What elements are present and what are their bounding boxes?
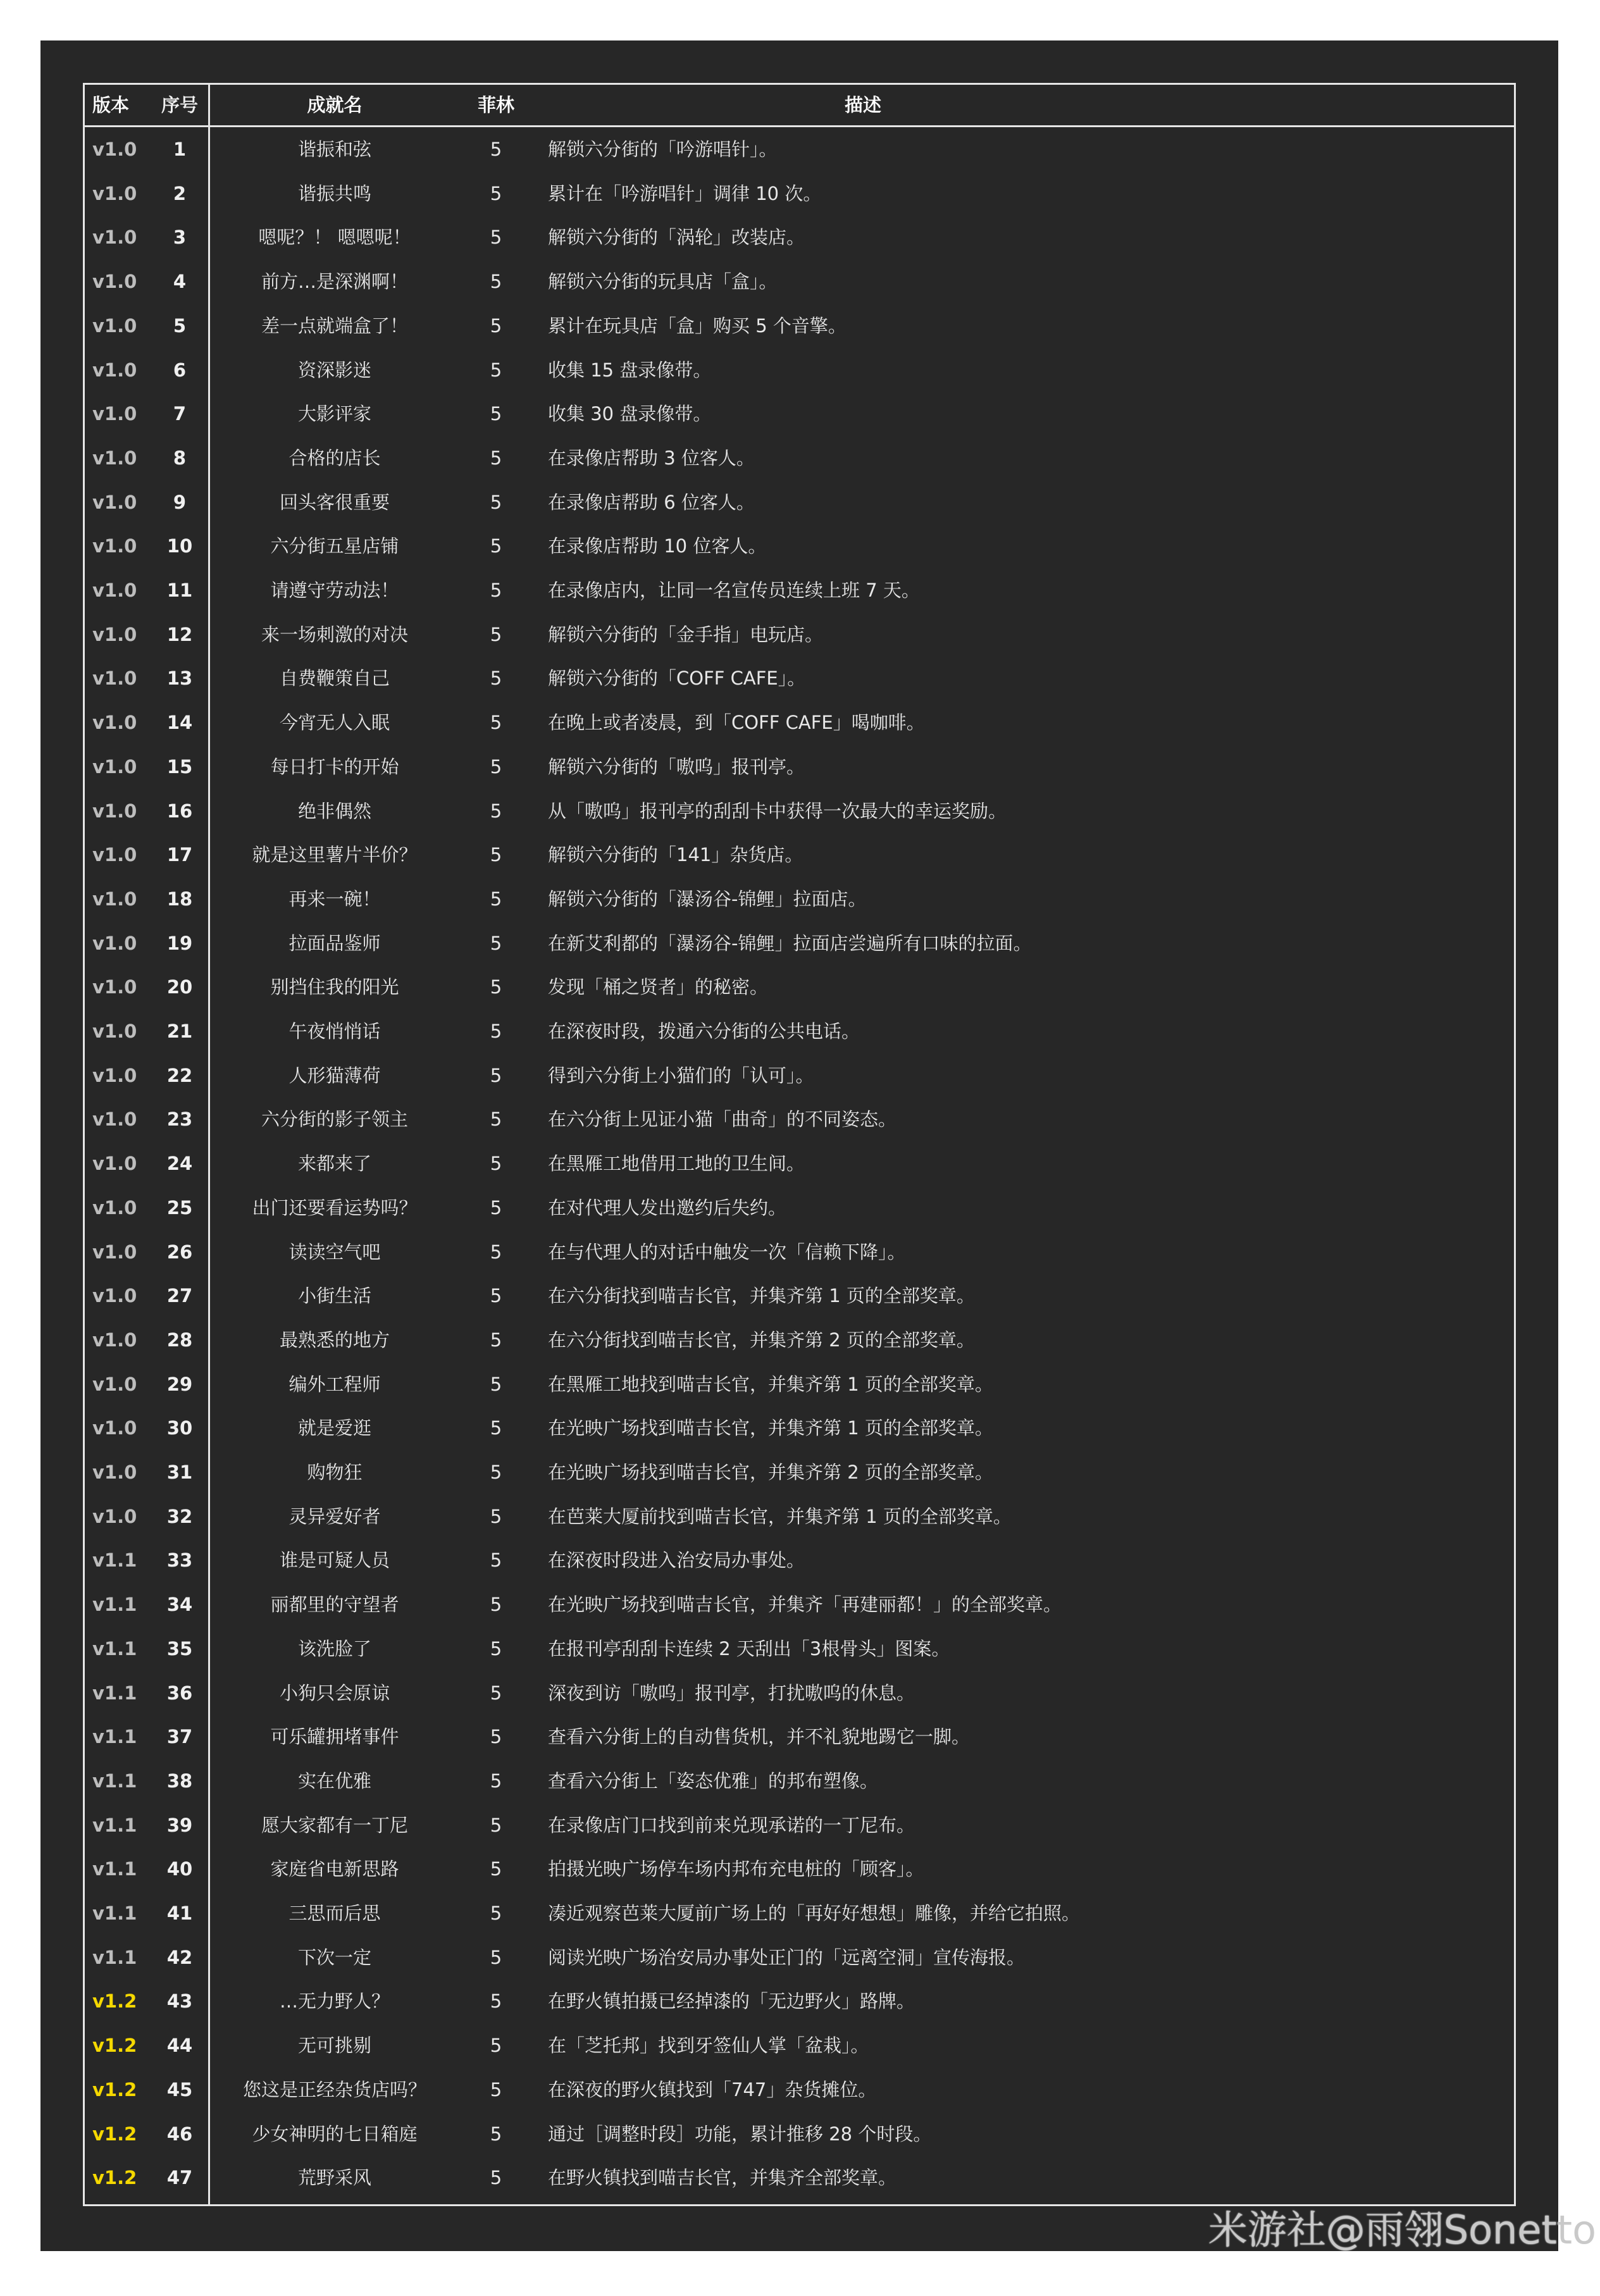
cell-version: v1.0 — [92, 491, 137, 513]
cell-version: v1.1 — [92, 1770, 137, 1792]
cell-version: v1.0 — [92, 800, 137, 822]
cell-description: 得到六分街上小猫们的「认可」。 — [548, 1064, 814, 1086]
cell-number: 19 — [166, 932, 193, 954]
cell-version: v1.0 — [92, 1108, 137, 1131]
cell-name: 午夜悄悄话 — [288, 1021, 381, 1042]
cell-number: 44 — [166, 2035, 193, 2057]
cell-number: 2 — [173, 182, 187, 204]
cell-film: 5 — [490, 1902, 502, 1924]
cell-film: 5 — [490, 580, 502, 601]
cell-version: v1.0 — [92, 1153, 137, 1175]
cell-version: v1.1 — [92, 1902, 137, 1924]
table-row — [85, 1759, 1514, 1803]
cell-version: v1.1 — [92, 1682, 137, 1704]
cell-number: 35 — [166, 1637, 193, 1660]
cell-version: v1.0 — [92, 1329, 137, 1351]
cell-description: 在录像店内，让同一名宣传员连续上班 7 天。 — [548, 580, 920, 601]
cell-version: v1.2 — [92, 2035, 137, 2057]
cell-description: 解锁六分街的「吟游唱针」。 — [548, 139, 778, 160]
cell-film: 5 — [490, 1858, 502, 1880]
cell-version: v1.1 — [92, 1726, 137, 1748]
cell-number: 22 — [166, 1064, 193, 1086]
cell-number: 33 — [166, 1549, 193, 1572]
table-row — [85, 1671, 1514, 1715]
cell-description: 在深夜的野火镇找到「747」杂货摊位。 — [548, 2078, 877, 2101]
cell-name: 编外工程师 — [288, 1373, 381, 1395]
cell-version: v1.0 — [92, 1373, 137, 1395]
cell-name: 合格的店长 — [288, 447, 381, 469]
cell-film: 5 — [490, 314, 502, 337]
cell-film: 5 — [490, 2035, 502, 2057]
cell-number: 16 — [166, 800, 193, 822]
table-row — [85, 215, 1514, 259]
cell-number: 11 — [166, 580, 193, 601]
header-version: 版本 — [92, 94, 130, 116]
cell-number: 15 — [166, 755, 193, 778]
cell-description: 在报刊亭刮刮卡连续 2 天刮出「3根骨头」图案。 — [548, 1637, 950, 1660]
cell-number: 26 — [166, 1241, 193, 1263]
cell-description: 在光映广场找到喵吉长官，并集齐第 2 页的全部奖章。 — [548, 1461, 993, 1483]
cell-version: v1.1 — [92, 1858, 137, 1880]
cell-film: 5 — [490, 1373, 502, 1395]
cell-version: v1.1 — [92, 1814, 137, 1836]
table-row — [85, 1274, 1514, 1318]
cell-name: 三思而后思 — [288, 1902, 381, 1924]
cell-name: 荒野采风 — [297, 2167, 371, 2189]
cell-version: v1.0 — [92, 359, 137, 381]
cell-version: v1.0 — [92, 1064, 137, 1086]
cell-description: 在录像店帮助 6 位客人。 — [548, 491, 755, 513]
cell-description: 在六分街找到喵吉长官，并集齐第 2 页的全部奖章。 — [548, 1329, 975, 1351]
cell-description: 阅读光映广场治安局办事处正门的「远离空洞」宣传海报。 — [548, 1946, 1026, 1968]
cell-film: 5 — [490, 1990, 502, 2013]
cell-number: 6 — [173, 359, 187, 381]
table-row — [85, 392, 1514, 436]
cell-version: v1.2 — [92, 2078, 137, 2101]
cell-version: v1.0 — [92, 712, 137, 734]
cell-number: 23 — [166, 1108, 193, 1131]
cell-film: 5 — [490, 844, 502, 866]
cell-film: 5 — [490, 2167, 502, 2189]
cell-description: 查看六分街上「姿态优雅」的邦布塑像。 — [548, 1770, 879, 1792]
cell-version: v1.0 — [92, 667, 137, 690]
table-row — [85, 1538, 1514, 1582]
cell-film: 5 — [490, 1726, 502, 1748]
cell-film: 5 — [490, 1064, 502, 1086]
cell-name: 该洗脸了 — [297, 1637, 371, 1660]
table-row — [85, 171, 1514, 216]
cell-description: 在「芝托邦」找到牙签仙人掌「盆栽」。 — [548, 2035, 869, 2057]
cell-name: 再来一碗！ — [288, 888, 381, 910]
cell-description: 解锁六分街的「141」杂货店。 — [548, 844, 803, 866]
cell-description: 在对代理人发出邀约后失约。 — [548, 1196, 787, 1219]
cell-number: 47 — [166, 2167, 193, 2189]
table-row — [85, 1230, 1514, 1274]
cell-description: 在新艾利都的「瀑汤谷-锦鲤」拉面店尝遍所有口味的拉面。 — [548, 932, 1032, 954]
cell-version: v1.0 — [92, 271, 137, 293]
cell-film: 5 — [490, 2123, 502, 2145]
cell-number: 14 — [166, 712, 193, 734]
cell-name: 谐振共鸣 — [297, 182, 371, 204]
cell-number: 42 — [166, 1946, 193, 1968]
cell-film: 5 — [490, 139, 502, 160]
table-row — [85, 480, 1514, 524]
cell-number: 5 — [173, 314, 187, 337]
cell-name: 别挡住我的阳光 — [270, 976, 399, 998]
table-row — [85, 1406, 1514, 1450]
table-row — [85, 1935, 1514, 1980]
cell-description: 在光映广场找到喵吉长官，并集齐第 1 页的全部奖章。 — [548, 1417, 993, 1439]
cell-name: 谐振和弦 — [297, 139, 371, 160]
cell-film: 5 — [490, 359, 502, 381]
cell-film: 5 — [490, 1461, 502, 1483]
cell-description: 解锁六分街的「COFF CAFE」。 — [548, 667, 806, 690]
cell-film: 5 — [490, 447, 502, 469]
cell-name: 小狗只会原谅 — [279, 1682, 390, 1704]
cell-name: 来一场刺激的对决 — [261, 623, 408, 645]
cell-name: 前方…是深渊啊！ — [261, 271, 408, 293]
cell-description: 累计在玩具店「盒」购买 5 个音擎。 — [548, 314, 847, 337]
cell-name: 请遵守劳动法！ — [270, 580, 399, 601]
cell-description: 在野火镇找到喵吉长官，并集齐全部奖章。 — [548, 2167, 897, 2189]
table-row — [85, 965, 1514, 1009]
cell-film: 5 — [490, 1814, 502, 1836]
cell-name: 嗯呢？！ 嗯嗯呢！ — [258, 226, 411, 249]
cell-description: 从「嗷呜」报刊亭的刮刮卡中获得一次最大的幸运奖励。 — [548, 800, 1007, 822]
cell-name: 最熟悉的地方 — [279, 1329, 390, 1351]
table-row — [85, 127, 1514, 171]
cell-description: 解锁六分街的「涡轮」改装店。 — [548, 226, 805, 249]
cell-film: 5 — [490, 1682, 502, 1704]
table-row — [85, 568, 1514, 612]
cell-version: v1.2 — [92, 2123, 137, 2145]
cell-film: 5 — [490, 800, 502, 822]
cell-film: 5 — [490, 403, 502, 425]
table-row — [85, 877, 1514, 921]
cell-number: 24 — [166, 1153, 193, 1175]
cell-number: 7 — [173, 403, 187, 425]
cell-film: 5 — [490, 712, 502, 734]
cell-version: v1.1 — [92, 1549, 137, 1572]
cell-name: 可乐罐拥堵事件 — [270, 1726, 399, 1748]
cell-number: 34 — [166, 1594, 193, 1616]
cell-number: 8 — [173, 447, 187, 469]
cell-number: 3 — [173, 226, 187, 249]
cell-number: 32 — [166, 1505, 193, 1527]
cell-version: v1.0 — [92, 580, 137, 601]
cell-number: 20 — [166, 976, 193, 998]
cell-number: 13 — [166, 667, 193, 690]
table-row — [85, 1891, 1514, 1935]
table-row — [85, 304, 1514, 348]
table-row — [85, 1009, 1514, 1053]
cell-film: 5 — [490, 1417, 502, 1439]
table-row — [85, 789, 1514, 833]
header-name: 成就名 — [307, 94, 363, 116]
cell-name: 下次一定 — [297, 1946, 371, 1968]
cell-name: 无可挑剔 — [297, 2035, 371, 2057]
header-description: 描述 — [844, 94, 881, 116]
cell-film: 5 — [490, 623, 502, 645]
table-row — [85, 2112, 1514, 2156]
cell-name: 少女神明的七日箱庭 — [252, 2123, 418, 2145]
cell-film: 5 — [490, 667, 502, 690]
cell-name: 六分街五星店铺 — [270, 535, 399, 557]
table-row — [85, 259, 1514, 304]
cell-number: 9 — [173, 491, 187, 513]
cell-description: 凑近观察芭莱大厦前广场上的「再好好想想」雕像，并给它拍照。 — [548, 1902, 1081, 1924]
cell-name: …无力野人？ — [279, 1990, 390, 2013]
cell-number: 21 — [166, 1021, 193, 1042]
cell-description: 在六分街上见证小猫「曲奇」的不同姿态。 — [548, 1108, 897, 1131]
cell-name: 每日打卡的开始 — [270, 755, 399, 778]
cell-film: 5 — [490, 535, 502, 557]
table-row — [85, 524, 1514, 568]
table-row — [85, 1450, 1514, 1494]
cell-name: 出门还要看运势吗？ — [252, 1196, 418, 1219]
table-row — [85, 745, 1514, 789]
cell-film: 5 — [490, 1594, 502, 1616]
cell-number: 28 — [166, 1329, 193, 1351]
cell-number: 25 — [166, 1196, 193, 1219]
cell-film: 5 — [490, 1637, 502, 1660]
cell-description: 收集 30 盘录像带。 — [548, 403, 712, 425]
cell-version: v1.0 — [92, 1505, 137, 1527]
table-row — [85, 1979, 1514, 2023]
cell-name: 今宵无人入眠 — [279, 712, 390, 734]
cell-name: 就是这里薯片半价？ — [252, 844, 418, 866]
cell-version: v1.2 — [92, 2167, 137, 2189]
cell-film: 5 — [490, 491, 502, 513]
cell-version: v1.0 — [92, 535, 137, 557]
cell-film: 5 — [490, 1196, 502, 1219]
cell-description: 在与代理人的对话中触发一次「信赖下降」。 — [548, 1241, 906, 1263]
cell-name: 差一点就端盒了！ — [261, 314, 408, 337]
cell-description: 深夜到访「嗷呜」报刊亭，打扰嗷呜的休息。 — [548, 1682, 915, 1704]
cell-description: 在晚上或者凌晨，到「COFF CAFE」喝咖啡。 — [548, 712, 925, 734]
table-row — [85, 1186, 1514, 1230]
table-row — [85, 1715, 1514, 1759]
cell-version: v1.0 — [92, 888, 137, 910]
cell-version: v1.0 — [92, 139, 137, 160]
achievement-panel — [40, 40, 1558, 2251]
cell-film: 5 — [490, 226, 502, 249]
table-row — [85, 612, 1514, 657]
cell-version: v1.0 — [92, 1417, 137, 1439]
table-row — [85, 700, 1514, 745]
cell-version: v1.0 — [92, 976, 137, 998]
watermark: 米游社@雨翎Sonetto — [1208, 2207, 1596, 2253]
cell-name: 绝非偶然 — [297, 800, 371, 822]
cell-number: 39 — [166, 1814, 193, 1836]
cell-name: 读读空气吧 — [288, 1241, 381, 1263]
cell-version: v1.0 — [92, 1461, 137, 1483]
cell-number: 38 — [166, 1770, 193, 1792]
cell-description: 在录像店帮助 10 位客人。 — [548, 535, 767, 557]
cell-name: 您这是正经杂货店吗？ — [242, 2078, 426, 2101]
table-row — [85, 1097, 1514, 1141]
table-row — [85, 348, 1514, 392]
cell-name: 谁是可疑人员 — [279, 1549, 390, 1572]
cell-name: 就是爱逛 — [297, 1417, 371, 1439]
cell-film: 5 — [490, 888, 502, 910]
cell-film: 5 — [490, 1946, 502, 1968]
cell-name: 大影评家 — [297, 403, 371, 425]
cell-name: 小街生活 — [297, 1285, 371, 1307]
cell-film: 5 — [490, 976, 502, 998]
table-row — [85, 1318, 1514, 1362]
table-row — [85, 1053, 1514, 1098]
cell-version: v1.1 — [92, 1946, 137, 1968]
cell-description: 查看六分街上的自动售货机，并不礼貌地踢它一脚。 — [548, 1726, 971, 1748]
cell-description: 在深夜时段，拨通六分街的公共电话。 — [548, 1021, 860, 1042]
cell-number: 31 — [166, 1461, 193, 1483]
cell-description: 发现「桶之贤者」的秘密。 — [548, 976, 769, 998]
cell-version: v1.0 — [92, 1241, 137, 1263]
cell-film: 5 — [490, 1108, 502, 1131]
cell-description: 在录像店门口找到前来兑现承诺的一丁尼布。 — [548, 1814, 915, 1836]
cell-version: v1.0 — [92, 1196, 137, 1219]
cell-version: v1.0 — [92, 623, 137, 645]
table-row — [85, 1141, 1514, 1186]
cell-description: 解锁六分街的「嗷呜」报刊亭。 — [548, 755, 805, 778]
cell-version: v1.2 — [92, 1990, 137, 2013]
cell-film: 5 — [490, 1549, 502, 1572]
cell-name: 家庭省电新思路 — [270, 1858, 399, 1880]
cell-name: 拉面品鉴师 — [288, 932, 381, 954]
cell-version: v1.0 — [92, 1285, 137, 1307]
cell-number: 18 — [166, 888, 193, 910]
cell-number: 36 — [166, 1682, 193, 1704]
cell-name: 自费鞭策自己 — [279, 667, 390, 690]
cell-name: 灵异爱好者 — [288, 1505, 381, 1527]
table-row — [85, 2156, 1514, 2200]
table-row — [85, 2023, 1514, 2068]
cell-number: 27 — [166, 1285, 193, 1307]
cell-film: 5 — [490, 1285, 502, 1307]
table-row — [85, 1847, 1514, 1891]
table-row — [85, 1803, 1514, 1847]
cell-name: 实在优雅 — [297, 1770, 371, 1792]
cell-version: v1.1 — [92, 1594, 137, 1616]
table-row — [85, 2068, 1514, 2112]
cell-film: 5 — [490, 1329, 502, 1351]
cell-name: 回头客很重要 — [279, 491, 390, 513]
cell-number: 30 — [166, 1417, 193, 1439]
cell-description: 收集 15 盘录像带。 — [548, 359, 712, 381]
cell-version: v1.0 — [92, 755, 137, 778]
cell-version: v1.0 — [92, 403, 137, 425]
cell-description: 拍摄光映广场停车场内邦布充电桩的「顾客」。 — [548, 1858, 924, 1880]
cell-number: 10 — [166, 535, 193, 557]
table-row — [85, 656, 1514, 700]
cell-name: 愿大家都有一丁尼 — [261, 1814, 408, 1836]
cell-number: 29 — [166, 1373, 193, 1395]
cell-film: 5 — [490, 271, 502, 293]
table-row — [85, 833, 1514, 877]
cell-number: 17 — [166, 844, 193, 866]
cell-number: 46 — [166, 2123, 193, 2145]
cell-film: 5 — [490, 1770, 502, 1792]
cell-number: 12 — [166, 623, 193, 645]
cell-description: 在六分街找到喵吉长官，并集齐第 1 页的全部奖章。 — [548, 1285, 975, 1307]
table-row — [85, 436, 1514, 480]
cell-film: 5 — [490, 1153, 502, 1175]
cell-description: 在黑雁工地找到喵吉长官，并集齐第 1 页的全部奖章。 — [548, 1373, 993, 1395]
cell-number: 41 — [166, 1902, 193, 1924]
cell-name: 来都来了 — [297, 1153, 371, 1175]
table-row — [85, 1494, 1514, 1539]
cell-description: 累计在「吟游唱针」调律 10 次。 — [548, 182, 822, 204]
cell-description: 在光映广场找到喵吉长官，并集齐「再建丽都！」的全部奖章。 — [548, 1594, 1062, 1616]
table-row — [85, 1362, 1514, 1406]
table-row — [85, 1627, 1514, 1671]
cell-description: 解锁六分街的「瀑汤谷-锦鲤」拉面店。 — [548, 888, 867, 910]
cell-version: v1.0 — [92, 226, 137, 249]
cell-name: 购物狂 — [307, 1461, 363, 1483]
cell-description: 在录像店帮助 3 位客人。 — [548, 447, 755, 469]
cell-film: 5 — [490, 2078, 502, 2101]
cell-film: 5 — [490, 182, 502, 204]
cell-film: 5 — [490, 1505, 502, 1527]
cell-film: 5 — [490, 932, 502, 954]
cell-description: 在芭莱大厦前找到喵吉长官，并集齐第 1 页的全部奖章。 — [548, 1505, 1012, 1527]
header-number: 序号 — [161, 94, 198, 116]
cell-film: 5 — [490, 1021, 502, 1042]
cell-number: 1 — [173, 139, 187, 160]
cell-description: 解锁六分街的玩具店「盒」。 — [548, 271, 778, 293]
cell-version: v1.0 — [92, 447, 137, 469]
cell-number: 40 — [166, 1858, 193, 1880]
cell-version: v1.0 — [92, 1021, 137, 1042]
cell-description: 通过［调整时段］功能，累计推移 28 个时段。 — [548, 2123, 932, 2145]
table-row — [85, 1582, 1514, 1627]
cell-description: 在野火镇拍摄已经掉漆的「无边野火」路牌。 — [548, 1990, 915, 2013]
cell-version: v1.0 — [92, 932, 137, 954]
cell-film: 5 — [490, 1241, 502, 1263]
cell-version: v1.0 — [92, 182, 137, 204]
cell-number: 37 — [166, 1726, 193, 1748]
cell-name: 六分街的影子领主 — [261, 1108, 408, 1131]
cell-number: 45 — [166, 2078, 193, 2101]
cell-film: 5 — [490, 755, 502, 778]
header-film: 菲林 — [477, 94, 514, 116]
cell-description: 解锁六分街的「金手指」电玩店。 — [548, 623, 824, 645]
cell-name: 资深影迷 — [297, 359, 371, 381]
cell-name: 丽都里的守望者 — [270, 1594, 399, 1616]
table-row — [85, 921, 1514, 965]
cell-number: 4 — [173, 271, 187, 293]
cell-description: 在黑雁工地借用工地的卫生间。 — [548, 1153, 805, 1175]
cell-name: 人形猫薄荷 — [288, 1064, 381, 1086]
table-header — [85, 85, 1514, 125]
cell-number: 43 — [166, 1990, 193, 2013]
cell-description: 在深夜时段进入治安局办事处。 — [548, 1549, 805, 1572]
cell-version: v1.1 — [92, 1637, 137, 1660]
cell-version: v1.0 — [92, 314, 137, 337]
cell-version: v1.0 — [92, 844, 137, 866]
